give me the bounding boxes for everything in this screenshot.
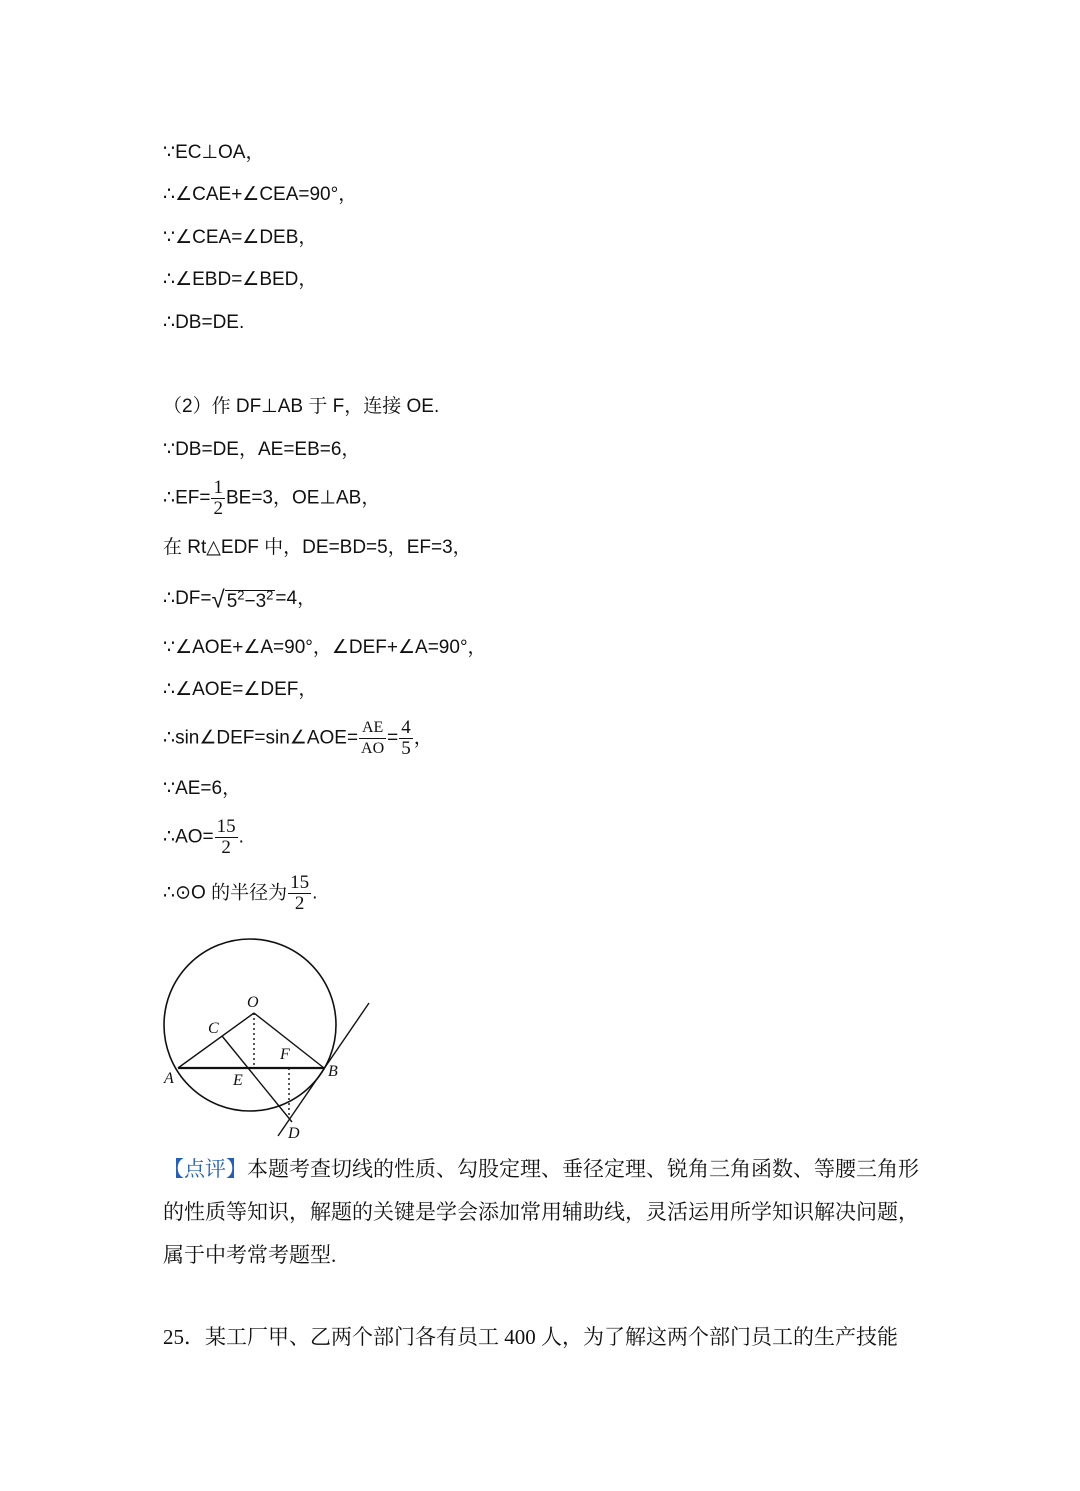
proof-line-fraction (163, 817, 244, 858)
proof-line: ∴∠AOE=∠DEF， (163, 679, 318, 700)
proof-line-sqrt (163, 583, 316, 615)
text: . (238, 826, 244, 848)
text: ， (413, 727, 433, 749)
text: =4， (275, 588, 317, 610)
text: . (312, 882, 318, 904)
label-f: F (280, 1046, 290, 1063)
radical-sign: √ (211, 586, 225, 614)
label-o: O (247, 994, 259, 1011)
geometry-figure (150, 925, 390, 1145)
base: 5 (226, 591, 238, 613)
square-root (212, 583, 276, 615)
numerator: 15 (290, 872, 310, 893)
label-b: B (328, 1063, 338, 1080)
denominator: 2 (221, 837, 231, 858)
proof-line-fraction (163, 873, 317, 914)
proof-line: ∵∠AOE+∠A=90°，∠DEF+∠A=90°， (163, 637, 487, 658)
numerator: 1 (213, 477, 223, 498)
text: ∴DF= (163, 588, 212, 610)
proof-line-fraction (163, 718, 433, 759)
radicand (225, 590, 276, 612)
proof-line: ∴∠EBD=∠BED， (163, 269, 318, 290)
fraction (399, 718, 413, 759)
comment-tag: 【点评】 (163, 1157, 247, 1181)
text: ∴EF= (163, 487, 211, 509)
proof-line: ∴DB=DE. (163, 312, 245, 333)
proof-line: ∵DB=DE，AE=EB=6， (163, 439, 361, 460)
text: ∴sin∠DEF=sin∠AOE= (163, 727, 359, 749)
proof-line: （2）作 DF⊥AB 于 F，连接 OE. (163, 396, 440, 417)
proof-line: ∵∠CEA=∠DEB， (163, 227, 318, 248)
denominator: 2 (294, 893, 305, 914)
fraction (288, 873, 311, 914)
proof-line-fraction (163, 478, 380, 519)
fraction (215, 817, 238, 858)
proof-line: ∵AE=6， (163, 778, 242, 799)
numerator: AE (359, 718, 386, 739)
fraction (359, 718, 386, 759)
question-25: 25．某工厂甲、乙两个部门各有员工 400 人，为了解这两个部门员工的生产技能 (163, 1325, 898, 1349)
comment-paragraph (163, 1148, 923, 1277)
label-a: A (164, 1070, 174, 1087)
denominator: 2 (213, 498, 223, 519)
label-c: C (208, 1020, 219, 1037)
text: ∴⊙O 的半径为 (163, 882, 288, 904)
proof-line: 在 Rt△EDF 中，DE=BD=5，EF=3， (163, 537, 472, 558)
tangent-line (278, 1003, 369, 1136)
text: BE=3，OE⊥AB， (225, 487, 381, 509)
denominator: 5 (401, 738, 411, 759)
label-e: E (233, 1072, 243, 1089)
label-d: D (288, 1125, 300, 1142)
text: ∴AO= (163, 826, 214, 848)
numerator: 15 (216, 816, 236, 837)
term: −3 (244, 591, 267, 613)
proof-line: ∴∠CAE+∠CEA=90°， (163, 184, 358, 205)
exponent: 2 (237, 588, 245, 603)
proof-line: ∵EC⊥OA， (163, 142, 265, 163)
denominator: AO (361, 740, 385, 757)
circle-o (164, 939, 336, 1111)
text: = (387, 727, 399, 749)
comment-body: 本题考查切线的性质、勾股定理、垂径定理、锐角三角函数、等腰三角形的性质等知识，解题的关键是学会添加常用辅助线，灵活运用所学知识解决问题，属于中考常考题型. (163, 1157, 919, 1267)
numerator: 4 (401, 717, 411, 738)
exponent: 2 (266, 588, 274, 603)
fraction (211, 478, 225, 519)
